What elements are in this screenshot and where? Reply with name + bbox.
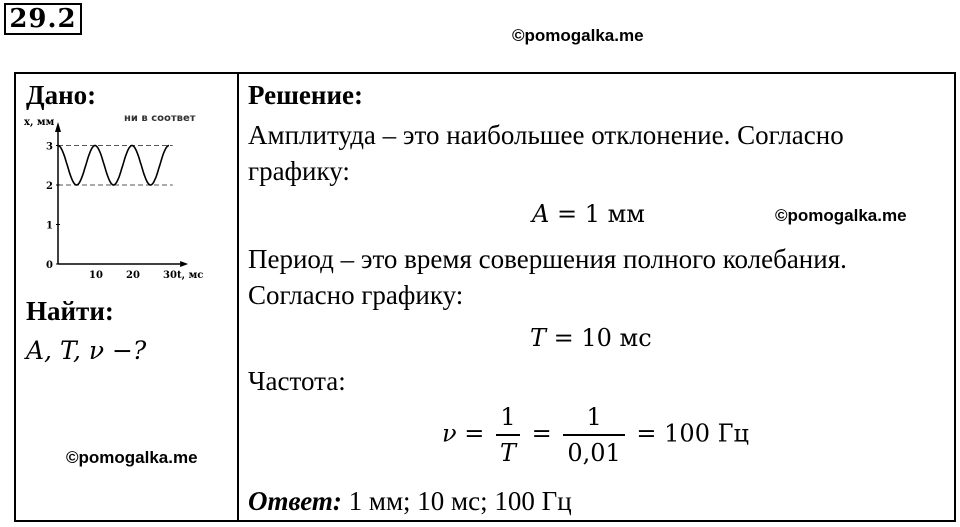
svg-text:0: 0 <box>46 260 53 271</box>
problem-number: 29.2 <box>4 3 82 35</box>
frequency-formula: ν = $\frac{1}{T}$ = $\frac{1}{0,01}$ = 100 Гц <box>442 403 749 467</box>
answer-line: Ответ: 1 мм; 10 мс; 100 Гц <box>248 486 572 516</box>
find-label: Найти: <box>26 296 114 326</box>
period-formula: T = 10 мс <box>530 324 652 352</box>
watermark-right: ©pomogalka.me <box>775 206 907 225</box>
period-text-1: Период – это время совершения полного колебания. <box>248 244 847 274</box>
watermark-left: ©pomogalka.me <box>66 448 198 467</box>
svg-text:2: 2 <box>46 181 53 192</box>
chart-plot-area <box>46 122 188 281</box>
svg-text:20: 20 <box>126 270 140 281</box>
oscillation-chart <box>24 112 224 287</box>
frequency-text: Частота: <box>248 366 346 396</box>
x-axis-label: t, мс <box>177 270 204 281</box>
amplitude-text-2: графику: <box>248 156 350 186</box>
oscillation-curve <box>58 146 169 186</box>
svg-text:10: 10 <box>89 270 103 281</box>
solution-label: Решение: <box>248 80 363 110</box>
solution-table <box>14 72 956 522</box>
amplitude-text-1: Амплитуда – это наибольшее отклонение. Согласно <box>248 120 844 150</box>
given-label: Дано: <box>26 80 97 110</box>
period-text-2: Согласно графику: <box>248 280 464 310</box>
svg-text:1: 1 <box>46 220 53 232</box>
svg-text:3: 3 <box>46 141 53 153</box>
amplitude-formula: A = 1 мм <box>532 200 645 228</box>
chart-caption-fragment: ни в соответ <box>124 113 196 124</box>
svg-text:30: 30 <box>163 270 177 281</box>
y-axis-label: x, мм <box>24 117 55 128</box>
watermark-top: ©pomogalka.me <box>512 26 644 45</box>
column-divider <box>237 74 239 520</box>
find-text: A, T, ν −? <box>26 336 147 365</box>
